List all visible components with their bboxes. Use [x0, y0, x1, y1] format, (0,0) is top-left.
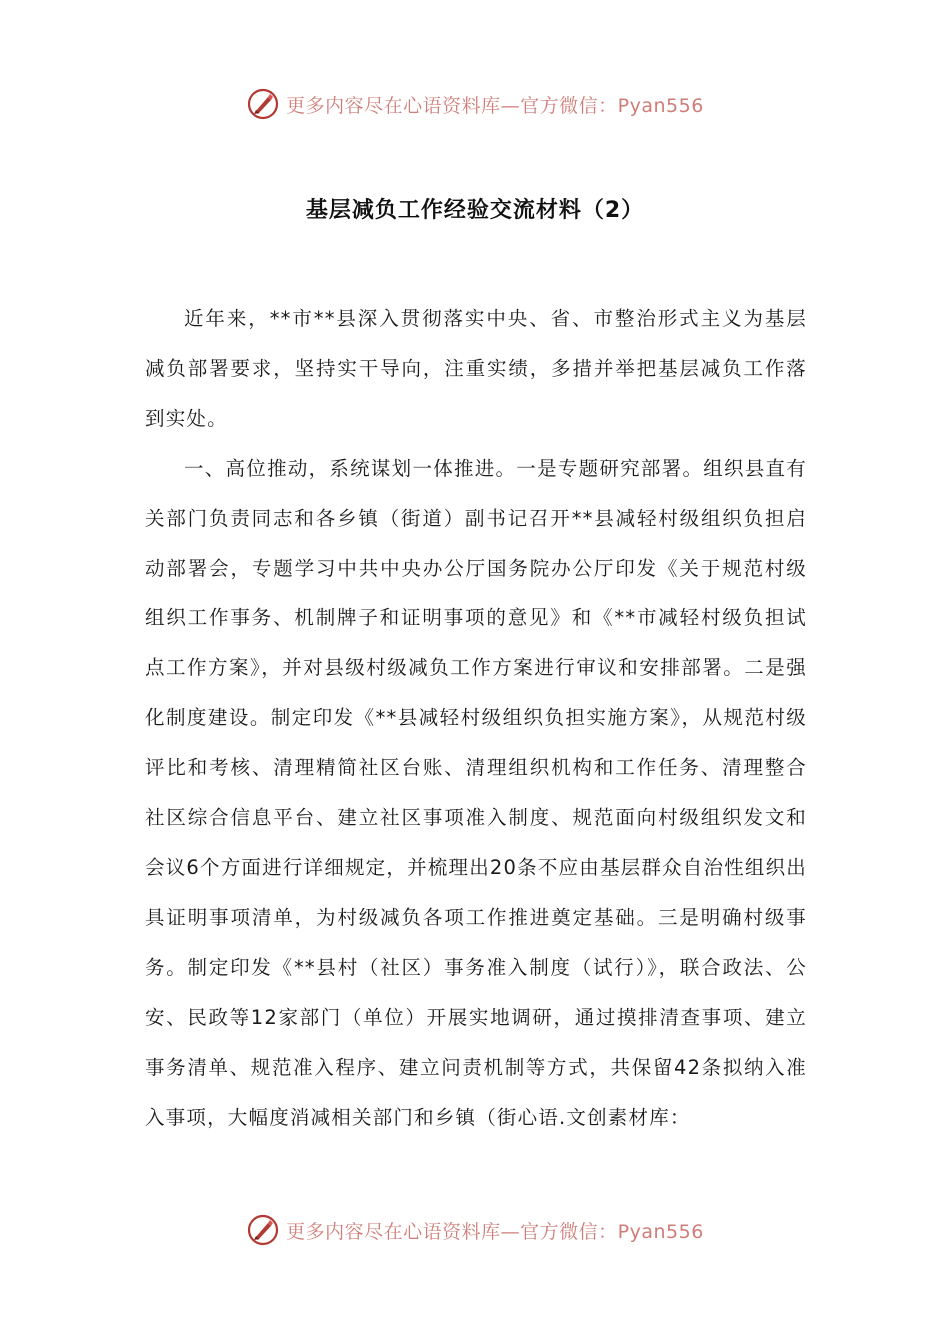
watermark-text: 更多内容尽在心语资料库—官方微信：Pyan556 — [286, 94, 704, 117]
wechat-id: Pyan556 — [617, 1220, 704, 1243]
document-title: 基层减负工作经验交流材料（2） — [305, 197, 645, 223]
paragraph-intro: 近年来，**市**县深入贯彻落实中央、省、市整治形式主义为基层减负部署要求，坚持实干导向，注重实绩，多措并举把基层减负工作落到实处。 — [145, 307, 807, 430]
watermark-banner-top — [0, 84, 950, 124]
pen-logo-icon — [246, 1213, 280, 1247]
paragraph-section-one: 一、高位推动，系统谋划一体推进。一是专题研究部署。组织县直有关部门负责同志和各乡镇（街道）副书记召开**县减轻村级组织负担启动部署会，专题学习中共中央办公厅国务院办公厅印发《关于规范村级组织工作事务、机制牌子和证明事项的意见》和《**市减轻村级负担试点工作方案》，并对县级村级减负工作方案进行审议和安排部署。二是强化制度建设。制定印发《**县减轻村级组织负担实施方案》，从规范村级评比和考核、清理精简社区台账、清理组织机构和工作任务、清理整合社区综合信息平台、建立社区事项准入制度、规范面向村级组织发文和会议6个方面进行详细规定，并梳理出20条不应由基层群众自治性组织出具证明事项清单，为村级减负各项工作推进奠定基础。三是明确村级事务。制定印发《**县村（社区）事务准入制度（试行）》，联合政法、公安、民政等12家部门（单位）开展实地调研，通过摸排清查事项、建立事务清单、规范准入程序、建立问责机制等方式，共保留42条拟纳入准入事项，大幅度消减相关部门和乡镇（街心语.文创素材库： — [145, 456, 807, 1129]
watermark-text: 更多内容尽在心语资料库—官方微信：Pyan556 — [286, 1220, 704, 1243]
watermark-banner-bottom — [0, 1210, 950, 1250]
wechat-id: Pyan556 — [617, 94, 704, 117]
document-body — [145, 294, 807, 1142]
pen-logo-icon — [246, 87, 280, 121]
